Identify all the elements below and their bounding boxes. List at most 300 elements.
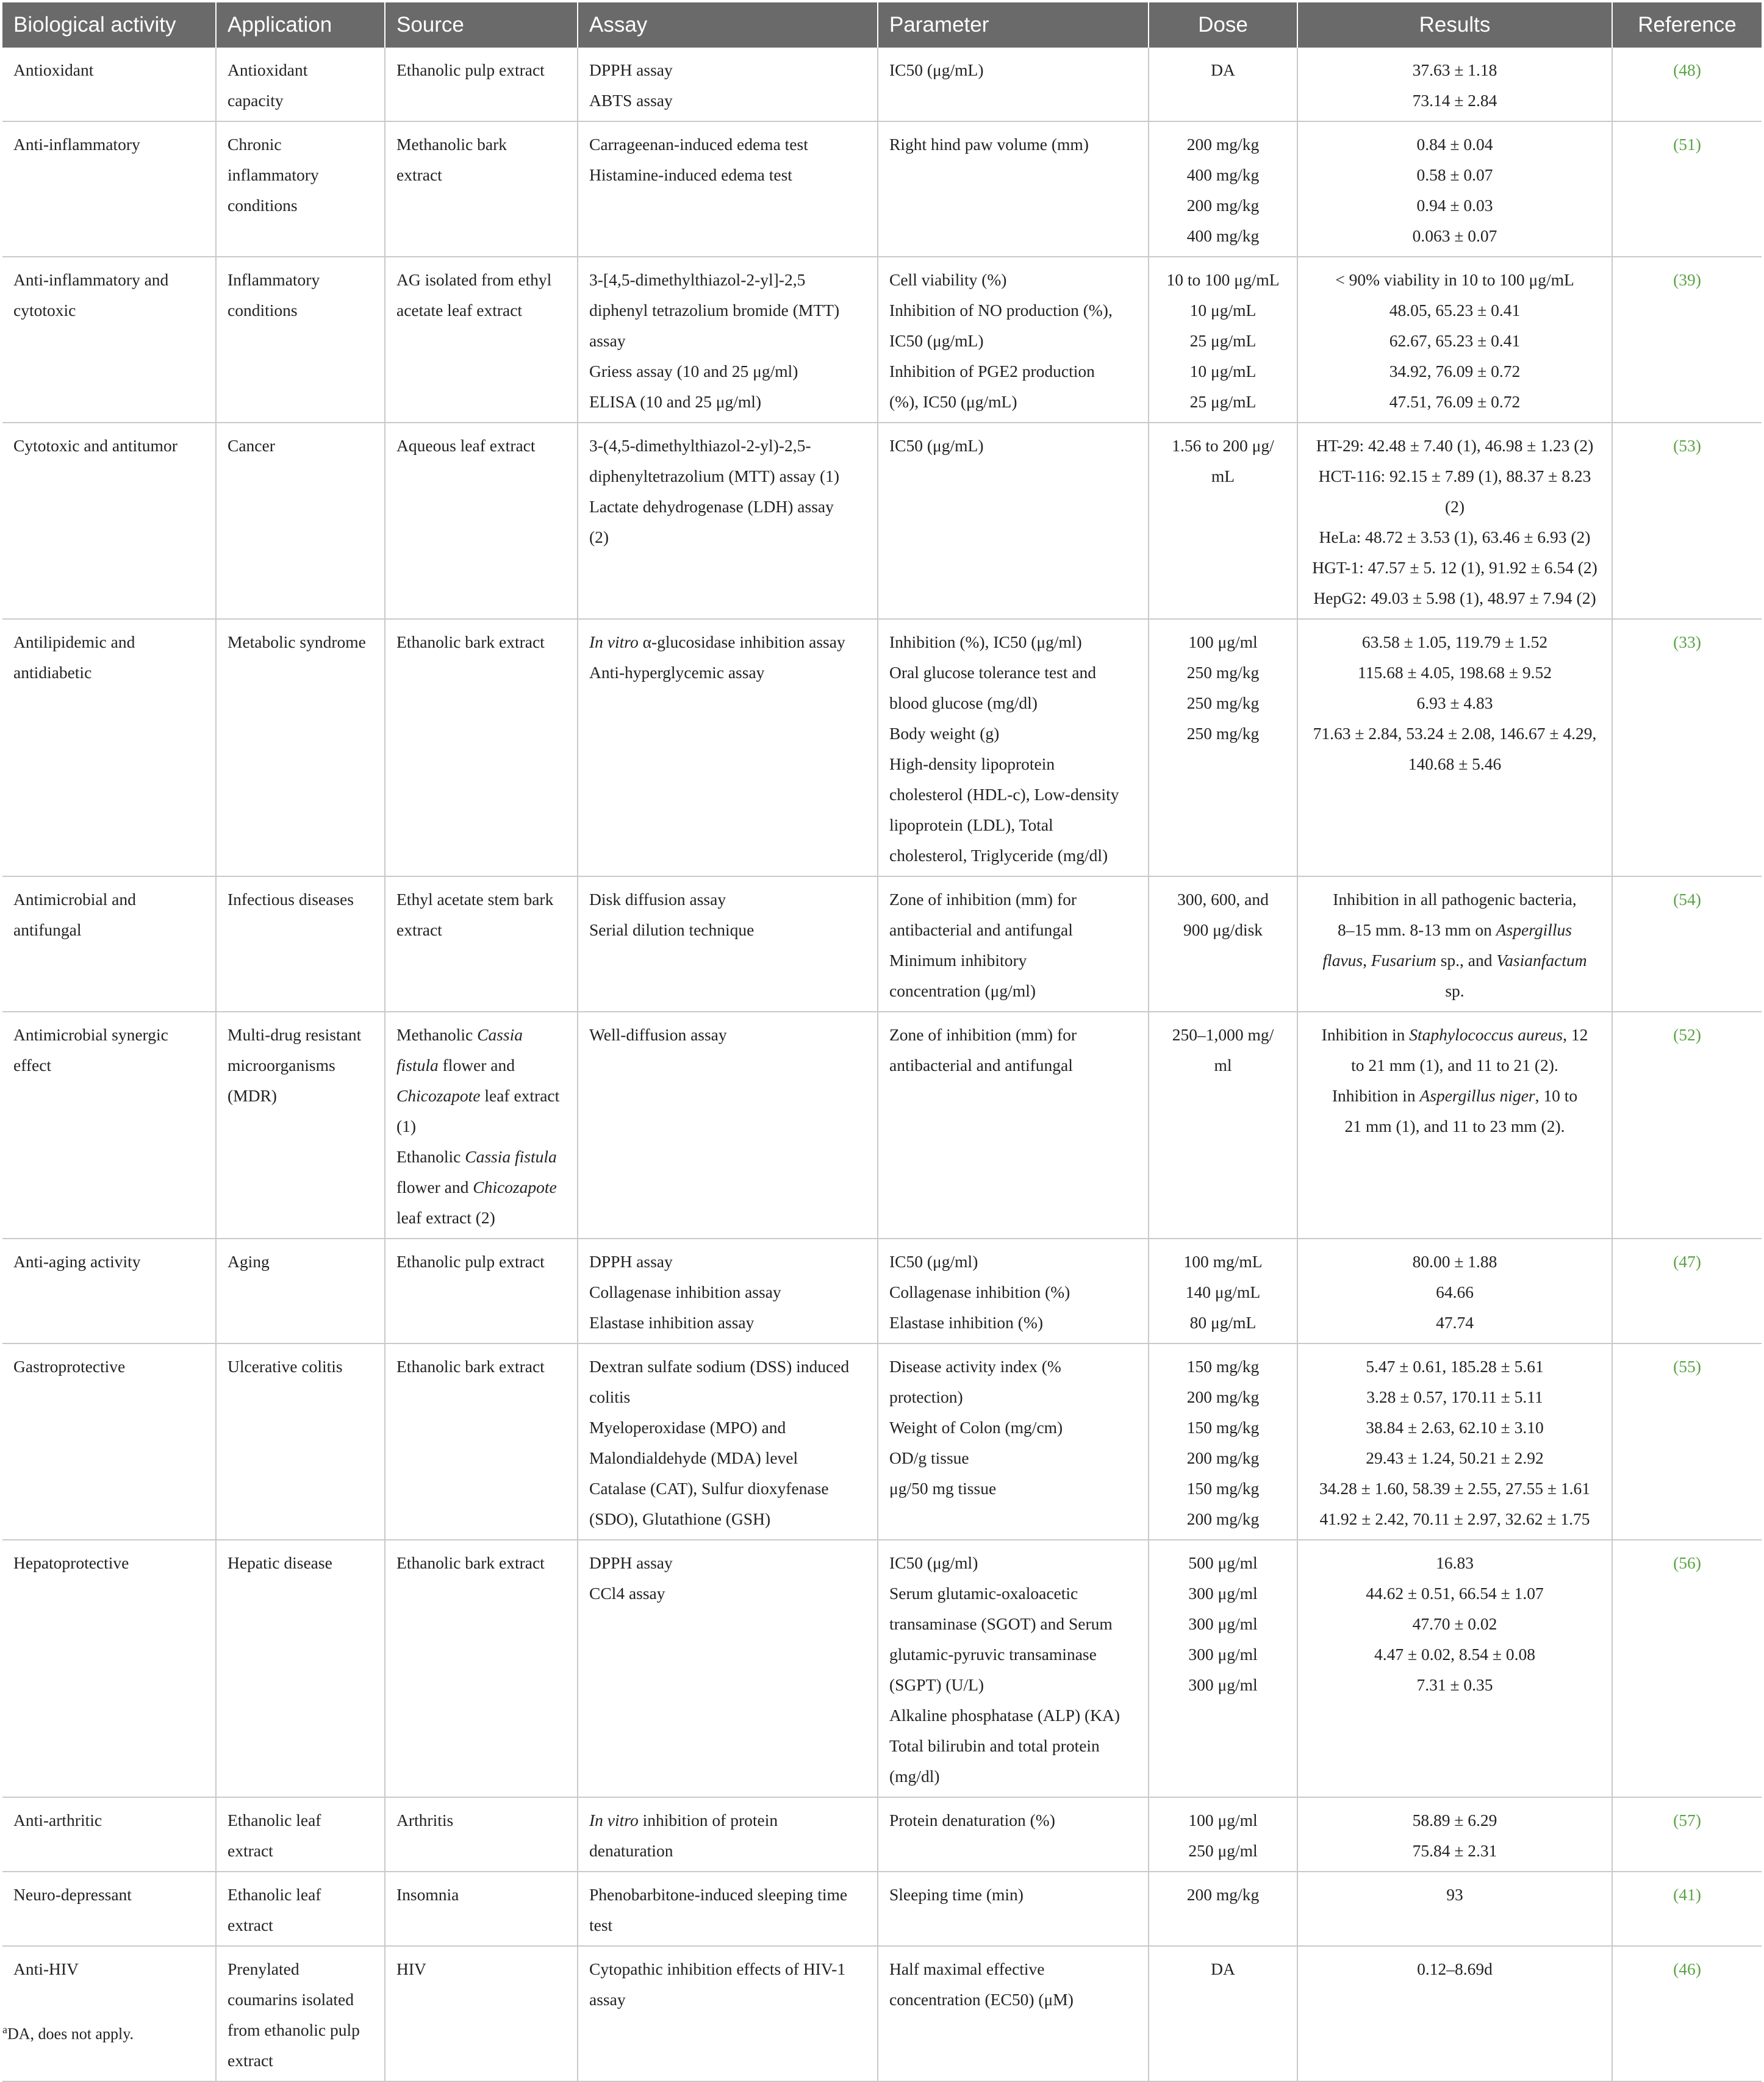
cell-results <box>1297 423 1612 619</box>
cell-dose-line: 200 mg/kg <box>1186 135 1260 154</box>
cell-source <box>385 619 578 876</box>
cell-results-line: 34.92, 76.09 ± 0.72 <box>1389 362 1521 381</box>
cell-dose-line: 200 mg/kg <box>1186 196 1260 215</box>
cell-results-line: 71.63 ± 2.84, 53.24 ± 2.08, 146.67 ± 4.29, <box>1313 724 1597 743</box>
table-row <box>2 1540 1762 1797</box>
header-dose: Dose <box>1149 2 1297 48</box>
cell-dose-line: 300 μg/ml <box>1188 1584 1258 1603</box>
cell-assay <box>578 1012 878 1239</box>
cell-dose <box>1149 423 1297 619</box>
cell-application <box>216 423 385 619</box>
cell-assay-line: Anti-hyperglycemic assay <box>589 663 765 682</box>
cell-dose-line: 300 μg/ml <box>1188 1675 1258 1694</box>
cell-application-line: Prenylated <box>228 1959 299 1978</box>
cell-biological-activity-line: Anti-inflammatory <box>13 135 140 154</box>
cell-assay <box>578 1797 878 1872</box>
cell-application-line: microorganisms <box>228 1056 335 1075</box>
cell-application-line: conditions <box>228 196 298 215</box>
cell-dose <box>1149 1797 1297 1872</box>
cell-parameter <box>878 876 1149 1012</box>
cell-reference <box>1612 1540 1762 1797</box>
cell-assay-line: In vitro inhibition of protein <box>589 1811 778 1830</box>
cell-reference <box>1612 1872 1762 1946</box>
cell-application-line: extract <box>228 1916 273 1934</box>
cell-reference <box>1612 876 1762 1012</box>
cell-dose-line: 250–1,000 mg/ <box>1172 1025 1274 1044</box>
cell-dose-line: 100 mg/mL <box>1183 1252 1263 1271</box>
cell-dose-line: 300, 600, and <box>1177 890 1269 909</box>
cell-results-line: 34.28 ± 1.60, 58.39 ± 2.55, 27.55 ± 1.61 <box>1319 1479 1591 1498</box>
cell-results-line: 16.83 <box>1436 1553 1474 1572</box>
cell-biological-activity-line: Hepatoprotective <box>13 1553 129 1572</box>
table-row <box>2 1343 1762 1540</box>
reference-link[interactable]: (33) <box>1673 632 1701 651</box>
cell-results-line: 0.94 ± 0.03 <box>1416 196 1493 215</box>
cell-results <box>1297 1946 1612 2081</box>
cell-source <box>385 1540 578 1797</box>
cell-biological-activity <box>2 1872 216 1946</box>
cell-source-line: Ethyl acetate stem bark <box>396 890 554 909</box>
cell-dose <box>1149 257 1297 423</box>
cell-dose-line: 200 mg/kg <box>1186 1885 1260 1904</box>
cell-parameter <box>878 1343 1149 1540</box>
cell-application-line: Ethanolic leaf <box>228 1811 321 1830</box>
cell-assay-line: denaturation <box>589 1841 673 1860</box>
table-row <box>2 48 1762 121</box>
cell-biological-activity-line: Anti-arthritic <box>13 1811 102 1830</box>
cell-reference <box>1612 1343 1762 1540</box>
cell-source <box>385 1946 578 2081</box>
cell-results-line: 62.67, 65.23 ± 0.41 <box>1389 331 1521 350</box>
cell-biological-activity-line: Antimicrobial and <box>13 890 136 909</box>
cell-results-line: sp. <box>1445 981 1465 1000</box>
cell-dose-line: 100 μg/ml <box>1188 1811 1258 1830</box>
cell-biological-activity-line: antidiabetic <box>13 663 92 682</box>
table-row <box>2 876 1762 1012</box>
cell-parameter-line: Body weight (g) <box>889 724 1000 743</box>
cell-application-line: extract <box>228 1841 273 1860</box>
reference-link[interactable]: (52) <box>1673 1025 1701 1044</box>
cell-source-line: Ethanolic bark extract <box>396 632 545 651</box>
cell-parameter-line: Disease activity index (% <box>889 1357 1061 1376</box>
cell-source-line: Methanolic bark <box>396 135 507 154</box>
cell-dose-line: DA <box>1211 60 1235 79</box>
cell-parameter-line: Collagenase inhibition (%) <box>889 1282 1070 1301</box>
table-row <box>2 1012 1762 1239</box>
cell-application-line: Ethanolic leaf <box>228 1885 321 1904</box>
cell-parameter-line: IC50 (μg/ml) <box>889 1252 978 1271</box>
cell-dose-line: 400 mg/kg <box>1186 226 1260 245</box>
cell-results-line: 115.68 ± 4.05, 198.68 ± 9.52 <box>1358 663 1552 682</box>
cell-results-line: 75.84 ± 2.31 <box>1412 1841 1497 1860</box>
cell-results-line: 0.58 ± 0.07 <box>1416 165 1493 184</box>
cell-results-line: 38.84 ± 2.63, 62.10 ± 3.10 <box>1366 1418 1544 1437</box>
cell-results-line: 80.00 ± 1.88 <box>1412 1252 1497 1271</box>
cell-assay-line: Dextran sulfate sodium (DSS) induced <box>589 1357 850 1376</box>
cell-biological-activity-line: Antioxidant <box>13 60 94 79</box>
cell-source-line: leaf extract (2) <box>396 1208 495 1227</box>
cell-assay-line: In vitro α-glucosidase inhibition assay <box>589 632 845 651</box>
cell-dose-line: 300 μg/ml <box>1188 1614 1258 1633</box>
cell-source-line: (1) <box>396 1117 417 1136</box>
cell-biological-activity-line: Anti-HIV <box>13 1959 79 1978</box>
cell-assay-line: colitis <box>589 1387 631 1406</box>
reference-link[interactable]: (55) <box>1673 1357 1701 1376</box>
cell-results-line: 5.47 ± 0.61, 185.28 ± 5.61 <box>1366 1357 1544 1376</box>
reference-link[interactable]: (54) <box>1673 890 1701 909</box>
cell-parameter-line: concentration (EC50) (μM) <box>889 1990 1074 2009</box>
footnote-marker: a <box>2 2023 7 2036</box>
cell-dose-line: 1.56 to 200 μg/ <box>1172 436 1274 455</box>
header-results: Results <box>1297 2 1612 48</box>
cell-source-line: Ethanolic bark extract <box>396 1553 545 1572</box>
reference-link[interactable]: (53) <box>1673 436 1701 455</box>
cell-application-line: Inflammatory <box>228 270 320 289</box>
cell-reference <box>1612 48 1762 121</box>
table-row <box>2 121 1762 257</box>
cell-biological-activity <box>2 1946 216 2081</box>
cell-dose-line: 140 μg/mL <box>1185 1282 1261 1301</box>
cell-dose-line: 150 mg/kg <box>1186 1479 1260 1498</box>
cell-assay-line: diphenyltetrazolium (MTT) assay (1) <box>589 467 840 485</box>
cell-assay-line: 3-[4,5-dimethylthiazol-2-yl]-2,5 <box>589 270 806 289</box>
cell-assay-line: Phenobarbitone-induced sleeping time <box>589 1885 848 1904</box>
reference-link[interactable]: (47) <box>1673 1252 1701 1271</box>
header-assay: Assay <box>578 2 878 48</box>
cell-dose <box>1149 1239 1297 1343</box>
cell-dose-line: 300 μg/ml <box>1188 1645 1258 1664</box>
cell-assay-line: 3-(4,5-dimethylthiazol-2-yl)-2,5- <box>589 436 811 455</box>
cell-parameter <box>878 1872 1149 1946</box>
cell-biological-activity-line: Antimicrobial synergic <box>13 1025 168 1044</box>
cell-application <box>216 1540 385 1797</box>
cell-parameter-line: glutamic-pyruvic transaminase <box>889 1645 1097 1664</box>
cell-results-line: HepG2: 49.03 ± 5.98 (1), 48.97 ± 7.94 (2) <box>1313 588 1596 607</box>
table-row <box>2 423 1762 619</box>
reference-link[interactable]: (48) <box>1673 60 1701 79</box>
cell-results-line: 29.43 ± 1.24, 50.21 ± 2.92 <box>1366 1448 1544 1467</box>
cell-assay-line: diphenyl tetrazolium bromide (MTT) <box>589 301 840 320</box>
cell-results-line: < 90% viability in 10 to 100 μg/mL <box>1335 270 1574 289</box>
cell-dose-line: DA <box>1211 1959 1235 1978</box>
cell-dose <box>1149 1946 1297 2081</box>
cell-application-line: (MDR) <box>228 1086 277 1105</box>
cell-assay-line: Lactate dehydrogenase (LDH) assay <box>589 497 834 516</box>
cell-parameter-line: Cell viability (%) <box>889 270 1007 289</box>
cell-assay-line: Histamine-induced edema test <box>589 165 792 184</box>
cell-dose <box>1149 1012 1297 1239</box>
cell-biological-activity-line: Anti-aging activity <box>13 1252 141 1271</box>
cell-assay <box>578 619 878 876</box>
cell-reference <box>1612 619 1762 876</box>
cell-parameter-line: IC50 (μg/mL) <box>889 331 984 350</box>
cell-biological-activity-line: Antilipidemic and <box>13 632 135 651</box>
cell-reference <box>1612 257 1762 423</box>
cell-parameter-line: Total bilirubin and total protein <box>889 1736 1100 1755</box>
cell-source-line: HIV <box>396 1959 426 1978</box>
cell-assay-line: (SDO), Glutathione (GSH) <box>589 1509 771 1528</box>
cell-assay-line: test <box>589 1916 613 1934</box>
cell-dose-line: 25 μg/mL <box>1189 331 1257 350</box>
cell-results <box>1297 1239 1612 1343</box>
cell-assay <box>578 423 878 619</box>
cell-parameter-line: (%), IC50 (μg/mL) <box>889 392 1017 411</box>
cell-dose-line: 250 mg/kg <box>1186 693 1260 712</box>
cell-application-line: Antioxidant <box>228 60 308 79</box>
cell-results-line: 64.66 <box>1436 1282 1474 1301</box>
cell-results-line: Inhibition in all pathogenic bacteria, <box>1333 890 1577 909</box>
cell-source-line: acetate leaf extract <box>396 301 523 320</box>
cell-dose-line: 250 mg/kg <box>1186 663 1260 682</box>
cell-assay <box>578 257 878 423</box>
cell-parameter-line: protection) <box>889 1387 963 1406</box>
cell-results-line: HCT-116: 92.15 ± 7.89 (1), 88.37 ± 8.23 <box>1318 467 1591 485</box>
cell-parameter-line: concentration (μg/ml) <box>889 981 1036 1000</box>
cell-application-line: Multi-drug resistant <box>228 1025 362 1044</box>
cell-dose <box>1149 1872 1297 1946</box>
cell-assay-line: CCl4 assay <box>589 1584 665 1603</box>
cell-application-line: coumarins isolated <box>228 1990 354 2009</box>
cell-assay <box>578 1946 878 2081</box>
cell-assay-line: DPPH assay <box>589 60 673 79</box>
cell-application-line: Metabolic syndrome <box>228 632 366 651</box>
header-biological-activity: Biological activity <box>2 2 216 48</box>
cell-results-line: 47.74 <box>1436 1313 1474 1332</box>
cell-source <box>385 257 578 423</box>
cell-dose-line: 150 mg/kg <box>1186 1418 1260 1437</box>
cell-source <box>385 1872 578 1946</box>
cell-parameter-line: antibacterial and antifungal <box>889 920 1073 939</box>
cell-parameter-line: Half maximal effective <box>889 1959 1045 1978</box>
cell-parameter-line: Weight of Colon (mg/cm) <box>889 1418 1063 1437</box>
cell-application <box>216 876 385 1012</box>
cell-results <box>1297 1872 1612 1946</box>
cell-dose <box>1149 876 1297 1012</box>
cell-application-line: conditions <box>228 301 298 320</box>
cell-reference <box>1612 1797 1762 1872</box>
cell-biological-activity <box>2 1540 216 1797</box>
cell-application-line: from ethanolic pulp <box>228 2020 360 2039</box>
cell-dose-line: 200 mg/kg <box>1186 1387 1260 1406</box>
cell-assay-line: assay <box>589 331 626 350</box>
cell-application-line: Chronic <box>228 135 282 154</box>
table-row <box>2 257 1762 423</box>
cell-source-line: Aqueous leaf extract <box>396 436 536 455</box>
cell-assay <box>578 1239 878 1343</box>
cell-parameter-line: Right hind paw volume (mm) <box>889 135 1089 154</box>
cell-source-line: extract <box>396 165 442 184</box>
cell-results <box>1297 257 1612 423</box>
cell-results-line: 140.68 ± 5.46 <box>1408 754 1502 773</box>
cell-dose <box>1149 619 1297 876</box>
cell-results <box>1297 876 1612 1012</box>
cell-source-line: Ethanolic pulp extract <box>396 1252 545 1271</box>
cell-results-line: 0.063 ± 0.07 <box>1412 226 1497 245</box>
cell-assay-line: Disk diffusion assay <box>589 890 726 909</box>
cell-assay-line: Catalase (CAT), Sulfur dioxyfenase <box>589 1479 829 1498</box>
cell-dose-line: 25 μg/mL <box>1189 392 1257 411</box>
cell-source <box>385 1239 578 1343</box>
cell-assay-line: DPPH assay <box>589 1553 673 1572</box>
cell-application-line: Ulcerative colitis <box>228 1357 343 1376</box>
cell-results <box>1297 1540 1612 1797</box>
cell-reference <box>1612 121 1762 257</box>
cell-dose-line: 100 μg/ml <box>1188 632 1258 651</box>
cell-results-line: HT-29: 42.48 ± 7.40 (1), 46.98 ± 1.23 (2) <box>1316 436 1594 455</box>
cell-results-line: Inhibition in Aspergillus niger, 10 to <box>1332 1086 1578 1105</box>
reference-link[interactable]: (39) <box>1673 270 1701 289</box>
cell-biological-activity-line: Gastroprotective <box>13 1357 126 1376</box>
cell-biological-activity-line: Anti-inflammatory and <box>13 270 169 289</box>
reference-link[interactable]: (56) <box>1673 1553 1701 1572</box>
cell-dose-line: 150 mg/kg <box>1186 1357 1260 1376</box>
cell-parameter <box>878 1540 1149 1797</box>
cell-parameter <box>878 121 1149 257</box>
cell-assay-line: Myeloperoxidase (MPO) and <box>589 1418 786 1437</box>
table-row <box>2 1872 1762 1946</box>
cell-application <box>216 48 385 121</box>
cell-parameter-line: (SGPT) (U/L) <box>889 1675 984 1694</box>
cell-parameter <box>878 48 1149 121</box>
reference-link[interactable]: (51) <box>1673 135 1701 154</box>
cell-application-line: Infectious diseases <box>228 890 354 909</box>
cell-results-line: 44.62 ± 0.51, 66.54 ± 1.07 <box>1366 1584 1544 1603</box>
cell-application <box>216 257 385 423</box>
cell-parameter-line: High-density lipoprotein <box>889 754 1055 773</box>
cell-dose-line: 500 μg/ml <box>1188 1553 1258 1572</box>
cell-source <box>385 48 578 121</box>
cell-assay-line: Malondialdehyde (MDA) level <box>589 1448 798 1467</box>
cell-source-line: Ethanolic Cassia fistula <box>396 1147 557 1166</box>
cell-parameter-line: Minimum inhibitory <box>889 951 1027 970</box>
cell-biological-activity-line: Neuro-depressant <box>13 1885 132 1904</box>
cell-application <box>216 619 385 876</box>
cell-source-line: Chicozapote leaf extract <box>396 1086 560 1105</box>
cell-results-line: 4.47 ± 0.02, 8.54 ± 0.08 <box>1374 1645 1535 1664</box>
cell-dose-line: mL <box>1211 467 1235 485</box>
cell-results-line: 8–15 mm. 8-13 mm on Aspergillus <box>1338 920 1572 939</box>
cell-application <box>216 1872 385 1946</box>
reference-link[interactable]: (46) <box>1673 1959 1701 1978</box>
cell-assay <box>578 1343 878 1540</box>
cell-parameter <box>878 1239 1149 1343</box>
cell-parameter-line: μg/50 mg tissue <box>889 1479 997 1498</box>
cell-source-line: Insomnia <box>396 1885 459 1904</box>
cell-assay-line: DPPH assay <box>589 1252 673 1271</box>
cell-results <box>1297 619 1612 876</box>
cell-parameter-line: blood glucose (mg/dl) <box>889 693 1038 712</box>
cell-parameter <box>878 1797 1149 1872</box>
cell-source <box>385 1797 578 1872</box>
footnote-text: DA, does not apply. <box>7 2025 134 2043</box>
cell-reference <box>1612 1239 1762 1343</box>
cell-assay-line: Well-diffusion assay <box>589 1025 727 1044</box>
cell-source <box>385 1343 578 1540</box>
cell-parameter-line: lipoprotein (LDL), Total <box>889 815 1053 834</box>
cell-assay-line: ELISA (10 and 25 μg/ml) <box>589 392 762 411</box>
cell-assay <box>578 1540 878 1797</box>
cell-application-line: Hepatic disease <box>228 1553 332 1572</box>
cell-source-line: AG isolated from ethyl <box>396 270 552 289</box>
table-header <box>2 2 1762 48</box>
cell-parameter-line: OD/g tissue <box>889 1448 969 1467</box>
header-source: Source <box>385 2 578 48</box>
cell-assay-line: (2) <box>589 528 609 546</box>
cell-parameter-line: IC50 (μg/mL) <box>889 60 984 79</box>
cell-biological-activity <box>2 48 216 121</box>
cell-assay <box>578 48 878 121</box>
cell-application <box>216 121 385 257</box>
cell-parameter-line: cholesterol (HDL-c), Low-density <box>889 785 1119 804</box>
cell-dose-line: 250 mg/kg <box>1186 724 1260 743</box>
cell-parameter <box>878 423 1149 619</box>
cell-source <box>385 1012 578 1239</box>
cell-biological-activity-line: antifungal <box>13 920 82 939</box>
cell-assay <box>578 121 878 257</box>
cell-application-line: Aging <box>228 1252 270 1271</box>
cell-application-line: extract <box>228 2051 273 2070</box>
cell-biological-activity <box>2 423 216 619</box>
cell-source-line: fistula flower and <box>396 1056 515 1075</box>
cell-results-line: 58.89 ± 6.29 <box>1412 1811 1497 1830</box>
cell-dose <box>1149 48 1297 121</box>
cell-parameter-line: Elastase inhibition (%) <box>889 1313 1044 1332</box>
cell-results-line: 0.12–8.69d <box>1417 1959 1493 1978</box>
cell-results-line: (2) <box>1444 497 1465 516</box>
cell-parameter <box>878 257 1149 423</box>
cell-dose-line: 10 μg/mL <box>1189 301 1257 320</box>
cell-parameter-line: IC50 (μg/mL) <box>889 436 984 455</box>
cell-results-line: 73.14 ± 2.84 <box>1412 91 1497 110</box>
cell-results <box>1297 1343 1612 1540</box>
cell-results <box>1297 48 1612 121</box>
cell-biological-activity <box>2 1012 216 1239</box>
cell-parameter-line: Protein denaturation (%) <box>889 1811 1055 1830</box>
table-row <box>2 1797 1762 1872</box>
cell-parameter-line: Sleeping time (min) <box>889 1885 1024 1904</box>
cell-parameter-line: Inhibition of PGE2 production <box>889 362 1095 381</box>
cell-dose-line: ml <box>1214 1056 1232 1075</box>
cell-source-line: extract <box>396 920 442 939</box>
cell-application <box>216 1797 385 1872</box>
cell-biological-activity-line: effect <box>13 1056 52 1075</box>
cell-biological-activity <box>2 1343 216 1540</box>
cell-dose-line: 400 mg/kg <box>1186 165 1260 184</box>
cell-parameter-line: Alkaline phosphatase (ALP) (KA) <box>889 1706 1120 1725</box>
cell-biological-activity <box>2 257 216 423</box>
cell-results-line: 47.51, 76.09 ± 0.72 <box>1389 392 1521 411</box>
cell-dose <box>1149 121 1297 257</box>
cell-biological-activity-line: Cytotoxic and antitumor <box>13 436 177 455</box>
header-parameter: Parameter <box>878 2 1149 48</box>
reference-link[interactable]: (41) <box>1673 1885 1701 1904</box>
cell-dose-line: 200 mg/kg <box>1186 1448 1260 1467</box>
cell-source <box>385 876 578 1012</box>
cell-results <box>1297 121 1612 257</box>
cell-parameter-line: (mg/dl) <box>889 1767 940 1786</box>
cell-assay-line: Collagenase inhibition assay <box>589 1282 781 1301</box>
table-body <box>2 48 1762 2081</box>
table-row <box>2 1239 1762 1343</box>
table-row <box>2 619 1762 876</box>
cell-source-line: flower and Chicozapote <box>396 1178 557 1197</box>
cell-results-line: 3.28 ± 0.57, 170.11 ± 5.11 <box>1366 1387 1543 1406</box>
reference-link[interactable]: (57) <box>1673 1811 1701 1830</box>
cell-application <box>216 1239 385 1343</box>
cell-parameter-line: IC50 (μg/ml) <box>889 1553 978 1572</box>
cell-dose-line: 10 μg/mL <box>1189 362 1257 381</box>
cell-dose-line: 10 to 100 μg/mL <box>1166 270 1280 289</box>
